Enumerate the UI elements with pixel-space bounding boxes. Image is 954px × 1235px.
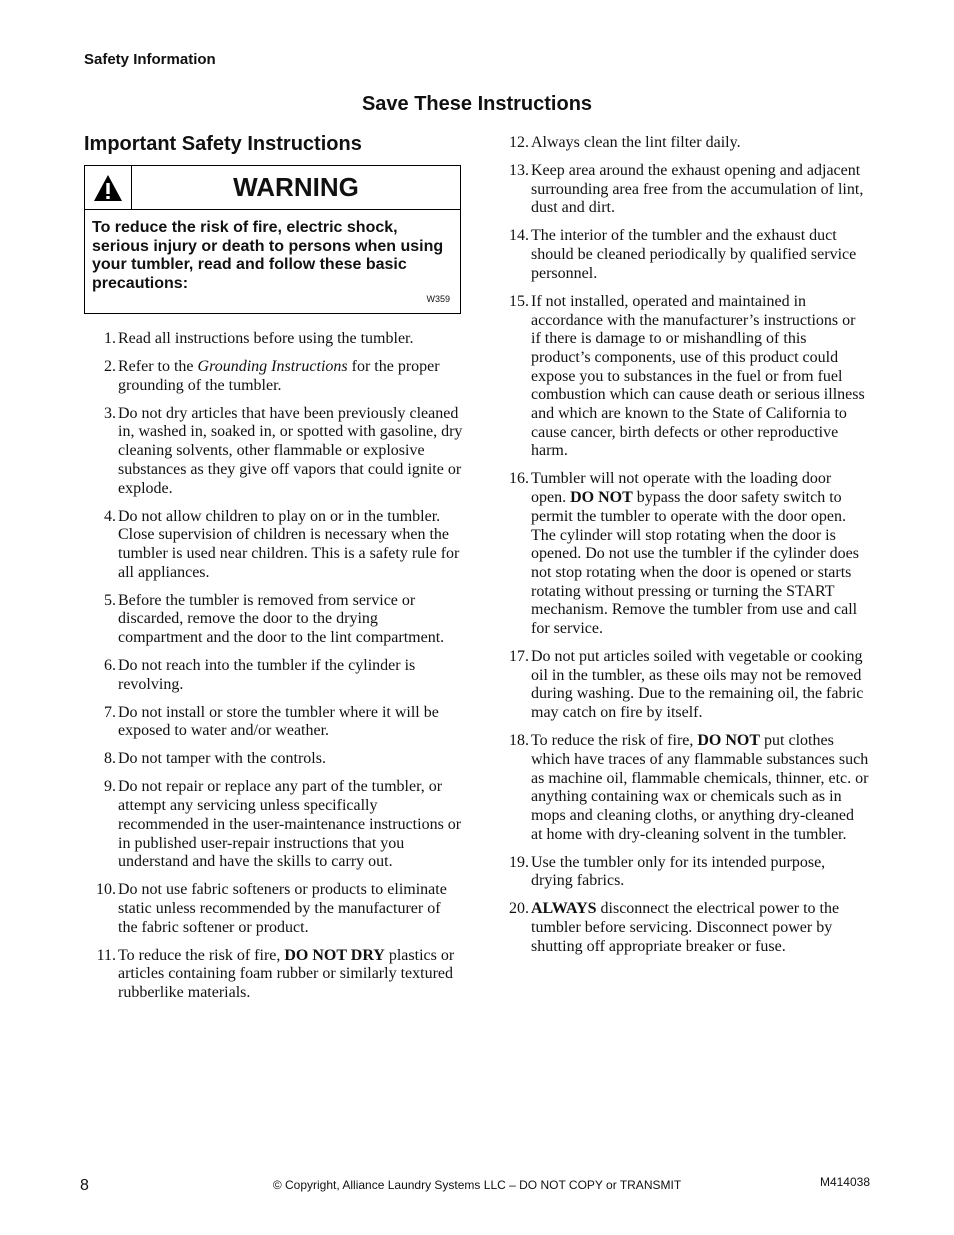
list-item (84, 405, 464, 499)
item-text (531, 470, 869, 638)
instruction-list-left (84, 330, 464, 1003)
item-text: Read all instructions before using the tumbler. (118, 330, 414, 347)
item-number: 12. (509, 134, 529, 151)
left-column (84, 131, 464, 1012)
item-text: Do not install or store the tumbler where it will be exposed to water and/or weather. (118, 703, 439, 740)
list-item (497, 854, 869, 891)
item-number: 11. (96, 946, 116, 964)
item-number: 1. (104, 330, 116, 347)
list-item (84, 778, 464, 872)
warning-header (85, 166, 460, 210)
item-text: Do not repair or replace any part of the tumbler, or attempt any servicing unless specifically recommended in the user-maintenance instructions or in published user-repair instructions that you understand and have the skills to carry out. (118, 778, 462, 871)
instruction-list-right (497, 134, 869, 957)
item-number: 14. (509, 227, 529, 245)
item-number: 19. (509, 853, 529, 871)
item-text: If not installed, operated and maintained in accordance with the manufacturer’s instructions or if there is damage to or mishandling of this product’s components, use of this product could expose you to substances in the fuel or from fuel combustion which can cause death or serious illness and which are known to the State of California to cause cancer, birth defects or other reproductive harm. (531, 292, 865, 460)
list-item (497, 162, 869, 218)
item-number: 6. (104, 657, 116, 675)
item-number: 5. (104, 591, 116, 609)
item-number: 4. (104, 507, 116, 525)
list-item (497, 470, 869, 638)
item-text-start: To reduce the risk of fire, (531, 732, 698, 750)
copyright-notice: © Copyright, Alliance Laundry Systems LLC – DO NOT COPY or TRANSMIT (272, 1178, 682, 1192)
page-title: Save These Instructions (361, 93, 593, 115)
list-item (84, 330, 464, 349)
item-text: Do not dry articles that have been previously cleaned in, washed in, soaked in, or spotted with gasoline, dry cleaning solvents, other flammable or explosive substances as they give off vapors that could ignite or explode. (118, 404, 463, 497)
warning-text: To reduce the risk of fire, electric shock, serious injury or death to persons when using your tumbler, read and follow these basic precautions: (92, 219, 444, 292)
item-text (118, 947, 464, 1003)
item-text: Always clean the lint filter daily. (531, 134, 741, 151)
item-number: 16. (509, 470, 529, 488)
warning-box (84, 165, 461, 314)
item-text-start: Tumbler will not operate with the loading door open. (531, 470, 832, 507)
list-item (84, 704, 464, 741)
item-text-emphasis: Grounding Instructions (197, 358, 348, 375)
section-subtitle: Important Safety Instructions (84, 133, 362, 155)
item-text-bold: ALWAYS (531, 900, 597, 918)
item-text-end: plastics or articles containing foam rubber or similarly textured rubberlike materials. (118, 946, 455, 1002)
item-text: Do not allow children to play on or in the tumbler. Close supervision of children is necessary when the tumbler is used near children. This is a safety rule for all appliances. (118, 507, 460, 581)
list-item (84, 592, 464, 648)
item-text (531, 732, 869, 844)
item-number: 7. (104, 703, 116, 721)
item-number: 2. (104, 358, 116, 375)
item-text-end: bypass the door safety switch to permit the tumbler to operate with the door open. The cylinder will stop rotating when the door is opened. Do not use the tumbler if the cylinder does not stop rotating when the door is opened or starts rotating without pressing or turning the START mechanism. Remove the tumbler from use and call for service. (531, 489, 859, 638)
item-text: Before the tumbler is removed from service or discarded, remove the door to the drying compartment and the door to the lint compartment. (118, 591, 445, 647)
item-number: 10. (96, 881, 116, 899)
right-column (497, 134, 869, 966)
list-item (497, 900, 869, 956)
item-text-start: Refer to the (118, 358, 198, 375)
item-text: Do not put articles soiled with vegetable or cooking oil in the tumbler, as these oils may not be removed during washing. Due to the remaining oil, the fabric may catch on fire by itself. (531, 648, 864, 722)
section-header: Safety Information (84, 51, 216, 68)
item-number: 8. (104, 750, 116, 768)
item-text: Use the tumbler only for its intended purpose, drying fabrics. (531, 853, 826, 890)
list-item (497, 293, 869, 461)
item-text: Do not use fabric softeners or products to eliminate static unless recommended by the manufacturer of the fabric softener or product. (118, 881, 447, 936)
list-item (84, 358, 464, 395)
list-item (497, 732, 869, 844)
item-text: Do not tamper with the controls. (118, 750, 326, 768)
item-text: The interior of the tumbler and the exhaust duct should be cleaned periodically by qualified service personnel. (531, 227, 857, 282)
item-number: 18. (509, 732, 529, 750)
item-text-bold: DO NOT (697, 732, 761, 750)
page-number: 8 (80, 1177, 89, 1194)
item-text-start: To reduce the risk of fire, (118, 946, 285, 964)
item-number: 3. (104, 404, 116, 422)
item-text-end: put clothes which have traces of any flammable substances such as machine oil, flammable chemicals, thinner, etc. or anything containing wax or chemicals such as in mops and cleaning cloths, or anything dry-cleaned at home with dry-cleaning solvent in the tumbler. (531, 732, 869, 843)
item-text: Keep area around the exhaust opening and adjacent surrounding area free from the accumulation of lint, dust and dirt. (531, 162, 864, 217)
item-number: 20. (509, 900, 529, 918)
list-item (497, 227, 869, 283)
list-item (84, 657, 464, 694)
warning-triangle-icon (85, 166, 132, 209)
item-text-bold: DO NOT DRY (284, 946, 385, 964)
warning-code: W359 (426, 294, 450, 304)
list-item (497, 648, 869, 723)
document-number: M414038 (819, 1175, 870, 1189)
list-item (497, 134, 869, 153)
item-number: 9. (104, 778, 116, 796)
item-text-end: for the proper grounding of the tumbler. (118, 358, 440, 394)
item-text (118, 358, 464, 395)
item-text (531, 900, 869, 956)
list-item (84, 750, 464, 769)
item-number: 15. (509, 292, 529, 310)
item-text-end: disconnect the electrical power to the tumbler before servicing. Disconnect power by shutting off appropriate breaker or fuse. (531, 900, 840, 955)
list-item (84, 508, 464, 583)
item-text-bold: DO NOT (570, 489, 633, 507)
list-item (84, 947, 464, 1003)
item-number: 13. (509, 162, 529, 179)
item-text: Do not reach into the tumbler if the cylinder is revolving. (118, 657, 416, 693)
list-item (84, 881, 464, 937)
warning-title: WARNING (233, 172, 359, 202)
item-number: 17. (509, 648, 529, 666)
